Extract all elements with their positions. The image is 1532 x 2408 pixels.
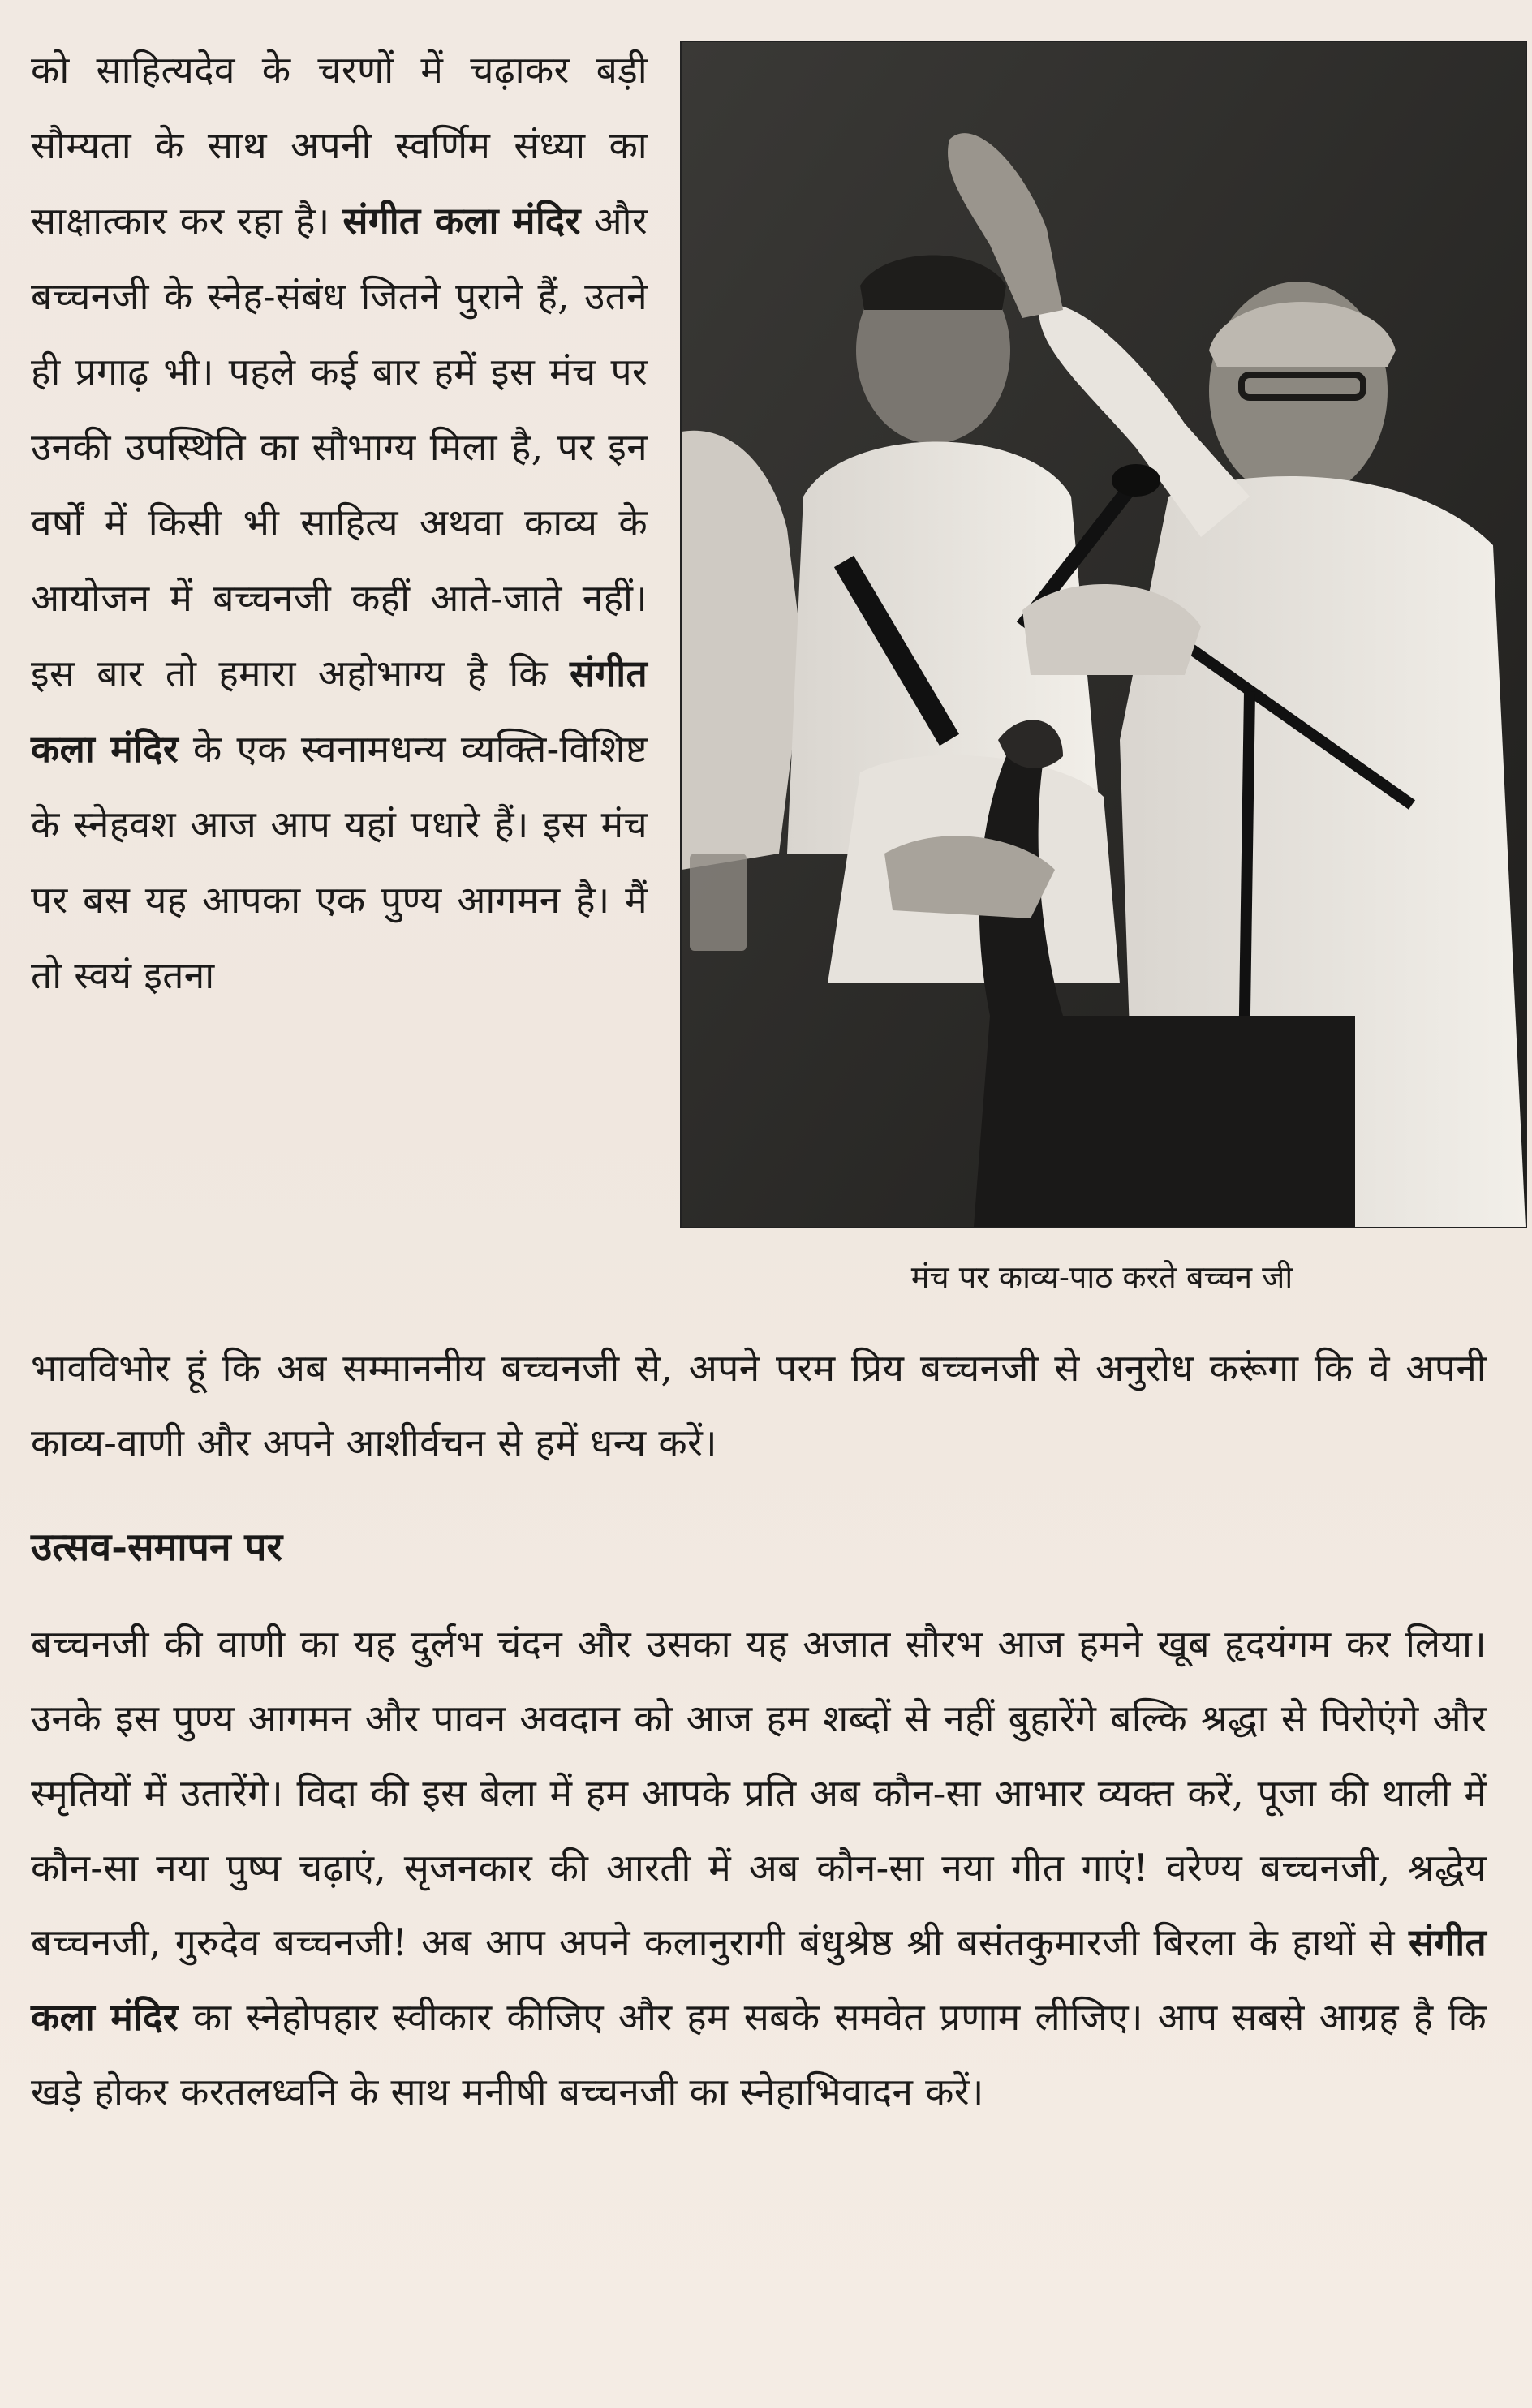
final-paragraph [31,1606,1487,2129]
left-text-part-1: को साहित्यदेव के चरणों में चढ़ाकर बड़ी सौम्यता के साथ अपनी स्वर्णिम संध्या का साक्षात्कार कर रहा है। [31,48,648,243]
left-text-part-3: के एक स्वनामधन्य व्यक्ति-विशिष्ट के स्नेहवश आज आप यहां पधारे हैं। इस मंच पर बस यह आपका एक पुण्य आगमन है। मैं तो स्वयं इतना [31,727,648,997]
left-text-column [31,32,648,1013]
final-text-part-1: बच्चनजी की वाणी का यह दुर्लभ चंदन और उसका यह अजात सौरभ आज हमने खूब हृदयंगम कर लिया। उनके इस पुण्य आगमन और पावन अवदान को आज हम शब्दों से नहीं बुहारेंगे बल्कि श्रद्धा से पिरोएंगे और स्मृतियों में उतारेंगे। विदा की इस बेला में हम आपके प्रति अब कौन-सा आभार व्यक्त करें, पूजा की थाली में कौन-सा नया पुष्प चढ़ाएं, सृजनकार की आरती में अब कौन-सा नया गीत गाएं! वरेण्य बच्चनजी, श्रद्धेय बच्चनजी, गुरुदेव बच्चनजी! अब आप अपने कलानुरागी बंधुश्रेष्ठ श्री बसंतकुमारजी बिरला के हाथों से [31,1622,1487,1964]
institution-name-bold-2: संगीत कला मंदिर [31,651,648,771]
institution-name-bold-1: संगीत कला मंदिर [342,199,581,243]
institution-name-bold-3: संगीत कला मंदिर [31,1920,1487,2039]
photo-figure [680,41,1524,1339]
photo-caption: मंच पर काव्य-पाठ करते बच्चन जी [910,1259,1293,1295]
left-text-part-2: और बच्चनजी के स्नेह-संबंध जितने पुराने हैं, उतने ही प्रगाढ़ भी। पहले कई बार हमें इस मंच पर उनकी उपस्थिति का सौभाग्य मिला है, पर इन वर्षों में किसी भी साहित्य अथवा काव्य के आयोजन में बच्चनजी कहीं आते-जाते नहीं। इस बार तो हमारा अहोभाग्य है कि [31,199,648,695]
poet-reciting-photo [680,41,1527,1228]
top-section [31,32,1487,1331]
section-heading: उत्सव-समापन पर [31,1524,283,1570]
continuation-paragraph: भावविभोर हूं कि अब सम्माननीय बच्चनजी से, अपने परम प्रिय बच्चनजी से अनुरोध करूंगा कि वे अपनी काव्य-वाणी और अपने आशीर्वचन से हमें धन्य करें। [31,1346,1487,1464]
final-text-part-2: का स्नेहोपहार स्वीकार कीजिए और हम सबके समवेत प्रणाम लीजिए। आप सबसे आग्रह है कि खड़े होकर करतलध्वनि के साथ मनीषी बच्चनजी का स्नेहाभिवादन करें। [31,1995,1487,2113]
photo-illustration [682,42,1526,1227]
